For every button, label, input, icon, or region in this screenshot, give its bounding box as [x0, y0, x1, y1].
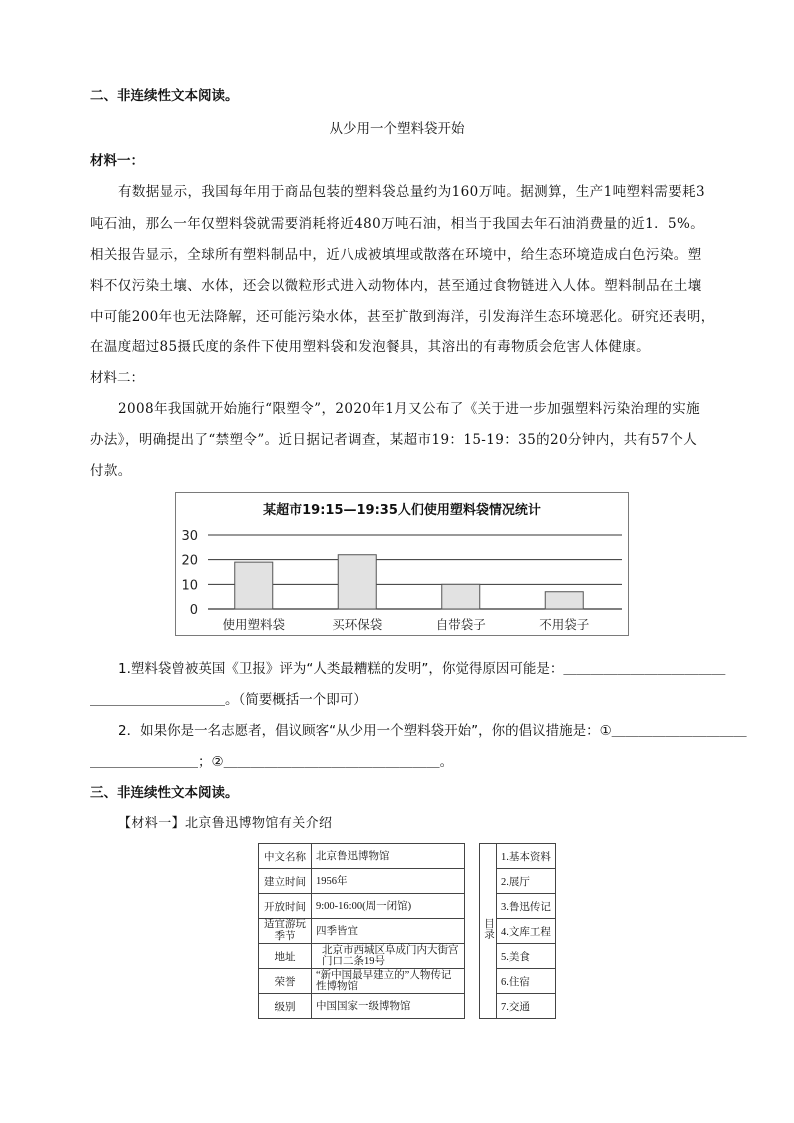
row-value: 北京市西城区阜成门内大街宫门口二条19号: [312, 944, 465, 969]
section2-heading: 二、非连续性文本阅读。: [90, 88, 239, 104]
row-key: 建立时间: [259, 869, 312, 894]
row-value: 9:00-16:00(周一闭馆): [312, 894, 465, 919]
x-category-label: 买环保袋: [332, 617, 383, 632]
table-row: [259, 919, 556, 944]
y-tick-label: 0: [189, 603, 198, 618]
material2-label: 材料二：: [90, 370, 144, 386]
chart-bar: [338, 555, 376, 609]
y-tick-label: 20: [181, 553, 198, 569]
toc-item: 2.展厅: [497, 869, 556, 894]
bar-chart: [175, 492, 629, 636]
row-value: 四季皆宜: [312, 919, 465, 944]
table-row: [259, 944, 556, 969]
toc-item: 6.住宿: [497, 969, 556, 994]
table-row: [259, 844, 556, 869]
toc-item: 1.基本资料: [497, 844, 556, 869]
question-1-cont: ＿＿＿＿＿＿＿＿＿＿。（简要概括一个即可）: [90, 692, 367, 708]
row-value: 中国国家一级博物馆: [312, 994, 465, 1019]
row-key: 荣誉: [259, 969, 312, 994]
paragraph-line: 2008年我国就开始施行“限塑令”，2020年1月又公布了《关于进一步加强塑料污染治理的实施: [118, 401, 701, 417]
table-row: [259, 969, 556, 994]
toc-item: 5.美食: [497, 944, 556, 969]
x-category-label: 不用袋子: [539, 617, 590, 632]
x-category-label: 自带袋子: [435, 617, 486, 632]
row-key: 地址: [259, 944, 312, 969]
toc-label: 目录: [483, 917, 494, 939]
row-value: 1956年: [312, 869, 465, 894]
material1-label: 材料一：: [90, 153, 144, 169]
material-caption: 【材料一】北京鲁迅博物馆有关介绍: [118, 816, 333, 831]
chart-bar: [442, 584, 480, 609]
chart-bar: [235, 562, 273, 609]
paragraph-line: 办法》，明确提出了“禁塑令”。近日据记者调查，某超市19：15-19：35的20分钟内，共有57个人: [90, 432, 698, 448]
y-tick-label: 30: [181, 529, 198, 544]
toc-label-cell: [480, 844, 497, 1019]
paragraph-line: 中可能200年也无法降解，还可能污染水体，甚至扩散到海洋，引发海洋生态环境恶化。研究还表明，: [90, 309, 715, 325]
question-2-cont: ＿＿＿＿＿＿＿＿；②＿＿＿＿＿＿＿＿＿＿＿＿＿＿＿＿。: [90, 754, 454, 770]
chart-bar: [545, 592, 583, 609]
row-key: 开放时间: [259, 894, 312, 919]
chart-canvas: [176, 493, 628, 635]
paragraph-line: 在温度超过85摄氏度的条件下使用塑料袋和发泡餐具，其溶出的有毒物质会危害人体健康。: [90, 339, 651, 355]
x-category-label: 使用塑料袋: [222, 617, 286, 632]
paragraph-line: 吨石油，那么一年仅塑料袋就需要消耗将近480万吨石油，相当于我国去年石油消费量的近1．5%。: [90, 216, 705, 232]
table-row: [259, 869, 556, 894]
question-2: 2．如果你是一名志愿者，倡议顾客“从少用一个塑料袋开始”，你的倡议措施是：①＿＿＿＿＿＿＿＿＿＿: [118, 723, 747, 739]
museum-info-table: [258, 843, 556, 1019]
section3-heading: 三、非连续性文本阅读。: [90, 785, 239, 801]
row-key: 适宜游玩季节: [259, 919, 312, 944]
paragraph-line: 付款。: [90, 463, 132, 479]
chart-title: 某超市19:15—19:35人们使用塑料袋情况统计: [263, 503, 541, 518]
table-row: [259, 894, 556, 919]
paragraph-line: 相关报告显示，全球所有塑料制品中，近八成被填埋或散落在环境中，给生态环境造成白色污染。塑: [90, 247, 702, 263]
row-key: 中文名称: [259, 844, 312, 869]
y-tick-label: 10: [181, 578, 198, 594]
paragraph-line: 有数据显示，我国每年用于商品包装的塑料袋总量约为160万吨。据测算，生产1吨塑料需要耗3: [118, 184, 706, 200]
article-title: 从少用一个塑料袋开始: [329, 121, 465, 137]
table-row: [259, 994, 556, 1019]
question-1: 1.塑料袋曾被英国《卫报》评为“人类最糟糕的发明”，你觉得原因可能是：＿＿＿＿＿＿＿＿＿＿＿＿: [118, 661, 726, 677]
row-key: 级别: [259, 994, 312, 1019]
toc-item: 7.交通: [497, 994, 556, 1019]
row-value: 北京鲁迅博物馆: [312, 844, 465, 869]
paragraph-line: 料不仅污染土壤、水体，还会以微粒形式进入动物体内，甚至通过食物链进入人体。塑料制品在土壤: [90, 278, 702, 294]
toc-item: 4.文库工程: [497, 919, 556, 944]
table-gap: [465, 844, 480, 1019]
row-value: “新中国最早建立的”人物传记性博物馆: [312, 969, 465, 994]
toc-item: 3.鲁迅传记: [497, 894, 556, 919]
